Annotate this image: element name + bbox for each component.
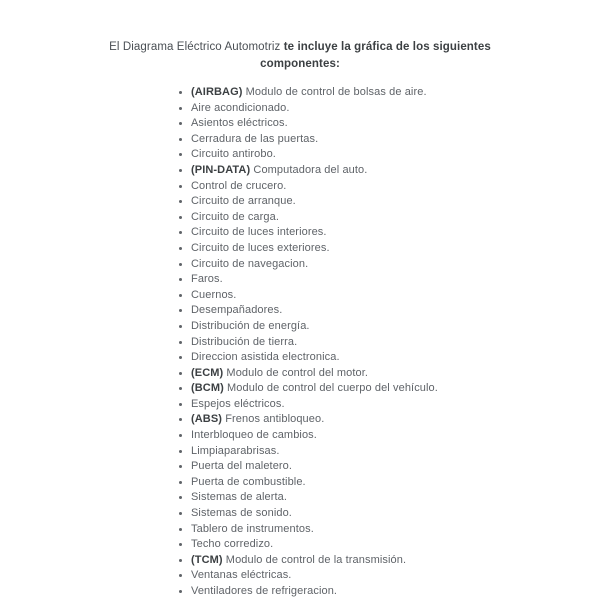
list-item [191,163,600,179]
component-label: Modulo de control de la transmisión. [222,553,407,566]
component-label: Control de crucero. [191,179,287,192]
list-item [191,412,600,428]
list-item [191,85,600,101]
component-acronym: (ABS) [191,413,223,426]
list-item [191,116,600,132]
component-list [0,85,600,600]
list-item [191,101,600,117]
list-item [191,335,600,351]
list-item [191,272,600,288]
component-acronym: (TCM) [191,553,223,566]
list-item [191,194,600,210]
component-label: Circuito antirobo. [191,148,276,161]
list-item [191,350,600,366]
component-label: Cuernos. [191,288,237,301]
list-item [191,225,600,241]
list-item [191,553,600,569]
component-label: Modulo de control de bolsas de aire. [242,86,427,98]
component-label: Cerradura de las puertas. [191,132,319,145]
list-item [191,506,600,522]
list-item [191,397,600,413]
component-label: Circuito de arranque. [191,195,296,208]
component-label: Espejos eléctricos. [191,397,285,410]
list-item [191,319,600,335]
component-label: Interbloqueo de cambios. [191,429,317,442]
list-item [191,459,600,475]
list-item [191,381,600,397]
component-label: Tablero de instrumentos. [191,522,314,535]
list-item [191,303,600,319]
component-label: Frenos antibloqueo. [222,413,325,426]
component-label: Limpiaparabrisas. [191,444,280,457]
page-title-bold: te incluye la gráfica de los siguientes componentes: [260,41,491,70]
list-item [191,132,600,148]
list-item [191,147,600,163]
component-label: Modulo de control del motor. [223,366,369,379]
component-label: Ventanas eléctricas. [191,569,292,582]
component-label: Aire acondicionado. [191,101,290,114]
list-item [191,475,600,491]
component-label: Faros. [191,273,223,286]
list-item [191,179,600,195]
list-item [191,366,600,382]
list-item [191,490,600,506]
component-label: Asientos eléctricos. [191,117,288,130]
list-item [191,241,600,257]
component-label: Puerta del maletero. [191,460,293,473]
component-label: Modulo de control del cuerpo del vehículo. [223,382,438,395]
list-item [191,444,600,460]
component-label: Circuito de carga. [191,210,280,223]
component-label: Circuito de navegacion. [191,257,309,270]
component-label: Sistemas de sonido. [191,507,292,520]
list-item [191,288,600,304]
component-acronym: (BCM) [191,382,224,395]
list-item [191,537,600,553]
component-label: Computadora del auto. [250,163,368,176]
component-label: Sistemas de alerta. [191,491,288,504]
component-label: Desempañadores. [191,304,283,317]
component-acronym: (AIRBAG) [191,86,243,98]
component-label: Techo corredizo. [191,538,274,551]
component-label: Ventiladores de refrigeracion. [191,585,338,597]
component-label: Puerta de combustible. [191,475,306,488]
list-item [191,210,600,226]
page-title [100,39,500,72]
list-item [191,522,600,538]
component-label: Direccion asistida electronica. [191,351,340,364]
list-item [191,428,600,444]
page-title-regular: El Diagrama Eléctrico Automotriz [109,41,284,53]
component-label: Distribución de energía. [191,319,310,332]
component-acronym: (PIN-DATA) [191,163,251,176]
list-item [191,584,600,600]
component-label: Circuito de luces interiores. [191,226,327,239]
component-acronym: (ECM) [191,366,224,379]
component-label: Distribución de tierra. [191,335,298,348]
component-label: Circuito de luces exteriores. [191,241,330,254]
list-item [191,257,600,273]
list-item [191,568,600,584]
